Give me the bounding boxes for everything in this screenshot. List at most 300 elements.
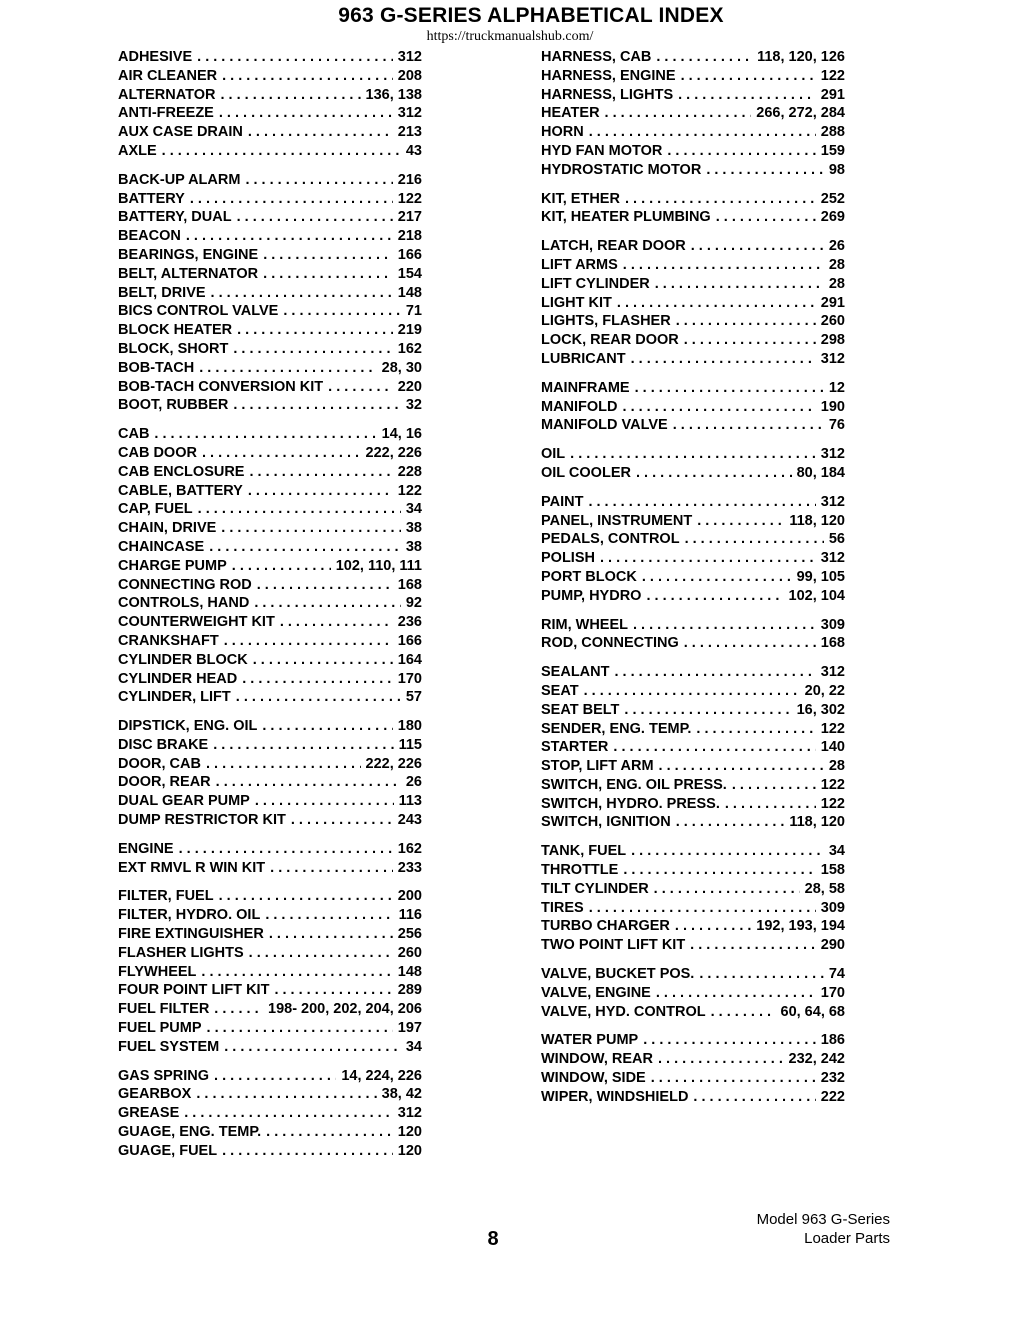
dot-leader [699, 965, 824, 984]
entry-pages: 14, 224, 226 [341, 1067, 422, 1084]
entry-pages: 28, 58 [804, 880, 845, 897]
entry-name: WATER PUMP [541, 1032, 639, 1049]
index-entry [541, 587, 845, 606]
index-entry [541, 512, 845, 531]
index-entry [541, 379, 845, 398]
index-entry [541, 917, 845, 936]
page-title: 963 G-SERIES ALPHABETICAL INDEX [338, 4, 724, 27]
entry-name: TURBO CHARGER [541, 918, 670, 935]
entry-name: AIR CLEANER [118, 67, 218, 84]
entry-name: CAB [118, 426, 150, 443]
entry-pages: 312 [820, 350, 845, 367]
index-entry [541, 720, 845, 739]
index-entry [118, 792, 422, 811]
index-entry [118, 86, 422, 105]
index-entry [118, 755, 422, 774]
entry-pages: 122 [820, 795, 845, 812]
dot-leader [658, 1050, 784, 1069]
dot-leader [584, 682, 800, 701]
entry-name: CHAIN, DRIVE [118, 520, 217, 537]
dot-leader [199, 359, 376, 378]
entry-name: PORT BLOCK [541, 568, 637, 585]
entry-pages: 116 [398, 907, 422, 924]
index-group [118, 840, 422, 878]
entry-name: LIGHTS, FLASHER [541, 313, 671, 330]
entry-name: TWO POINT LIFT KIT [541, 937, 686, 954]
index-entry [118, 576, 422, 595]
index-entry [118, 736, 422, 755]
entry-name: LIGHT KIT [541, 294, 612, 311]
index-entry [118, 859, 422, 878]
entry-pages: 76 [828, 417, 845, 434]
entry-pages: 232, 242 [788, 1051, 845, 1068]
index-group [541, 48, 845, 180]
index-group [541, 237, 845, 369]
entry-name: FOUR POINT LIFT KIT [118, 982, 270, 999]
entry-name: MANIFOLD VALVE [541, 417, 668, 434]
entry-name: BLOCK HEATER [118, 322, 233, 339]
index-entry [118, 302, 422, 321]
dot-leader [222, 1142, 393, 1161]
index-entry [118, 688, 422, 707]
dot-leader [617, 294, 816, 313]
index-entry [118, 651, 422, 670]
dot-leader [676, 813, 785, 832]
dot-leader [266, 1123, 393, 1142]
index-group [118, 48, 422, 161]
entry-name: CABLE, BATTERY [118, 482, 243, 499]
dot-leader [667, 142, 815, 161]
dot-leader [198, 500, 401, 519]
entry-pages: 60, 64, 68 [780, 1003, 845, 1020]
index-entry [541, 256, 845, 275]
entry-pages: 80, 184 [796, 464, 845, 481]
entry-pages: 222, 226 [365, 444, 422, 461]
dot-leader [219, 887, 393, 906]
dot-leader [269, 925, 393, 944]
dot-leader [633, 616, 816, 635]
index-entry [541, 813, 845, 832]
dot-leader [588, 493, 815, 512]
entry-name: HEATER [541, 105, 600, 122]
entry-pages: 158 [820, 862, 845, 879]
dot-leader [248, 123, 393, 142]
index-group [118, 717, 422, 830]
entry-pages: 26 [405, 774, 422, 791]
index-entry [541, 493, 845, 512]
entry-pages: 290 [820, 937, 845, 954]
entry-name: CAP, FUEL [118, 501, 193, 518]
entry-pages: 312 [820, 664, 845, 681]
entry-name: ROD, CONNECTING [541, 635, 679, 652]
index-entry [541, 237, 845, 256]
entry-pages: 309 [820, 899, 845, 916]
entry-pages: 243 [397, 812, 422, 829]
entry-pages: 298 [820, 332, 845, 349]
dot-leader [656, 984, 816, 1003]
index-entry [541, 331, 845, 350]
index-entry [118, 425, 422, 444]
dot-leader [265, 906, 393, 925]
dot-leader [263, 246, 393, 265]
entry-pages: 34 [405, 1038, 422, 1055]
entry-pages: 120 [397, 1142, 422, 1159]
entry-pages: 57 [405, 689, 422, 706]
dot-leader [678, 86, 816, 105]
index-entry [118, 811, 422, 830]
entry-pages: 168 [820, 635, 845, 652]
index-entry [541, 294, 845, 313]
dot-leader [283, 302, 401, 321]
dot-leader [589, 123, 816, 142]
dot-leader [328, 378, 393, 397]
entry-name: OIL COOLER [541, 464, 631, 481]
entry-name: SENDER, ENG. TEMP. [541, 720, 692, 737]
entry-pages: 102, 104 [788, 587, 845, 604]
footer-model [757, 1210, 890, 1248]
index-entry [118, 142, 422, 161]
entry-pages: 260 [820, 313, 845, 330]
dot-leader [214, 1067, 336, 1086]
footer-model-line1: Model 963 G-Series [756, 1211, 890, 1228]
index-entry [118, 906, 422, 925]
dot-leader [274, 981, 392, 1000]
index-entry [541, 682, 845, 701]
dot-leader [222, 67, 393, 86]
dot-leader [245, 171, 392, 190]
index-entry [118, 208, 422, 227]
index-entry [118, 594, 422, 613]
entry-pages: 159 [820, 142, 845, 159]
dot-leader [656, 48, 752, 67]
entry-pages: 266, 272, 284 [756, 105, 845, 122]
entry-pages: 38 [405, 520, 422, 537]
entry-pages: 164 [397, 651, 422, 668]
index-entry [118, 67, 422, 86]
index-entry [541, 464, 845, 483]
entry-pages: 28 [828, 275, 845, 292]
index-entry [118, 340, 422, 359]
index-entry [541, 208, 845, 227]
entry-name: BATTERY, DUAL [118, 209, 232, 226]
index-column-left [118, 48, 422, 1171]
dot-leader [623, 861, 815, 880]
dot-leader [624, 701, 791, 720]
entry-name: WINDOW, REAR [541, 1051, 653, 1068]
dot-leader [249, 944, 393, 963]
index-entry [118, 359, 422, 378]
entry-name: FLASHER LIGHTS [118, 944, 244, 961]
index-entry [541, 1031, 845, 1050]
index-entry [118, 670, 422, 689]
entry-name: DIPSTICK, ENG. OIL [118, 718, 258, 735]
index-group [118, 887, 422, 1056]
entry-name: CAB ENCLOSURE [118, 463, 245, 480]
entry-name: BLOCK, SHORT [118, 340, 229, 357]
index-entry [118, 396, 422, 415]
dot-leader [216, 773, 401, 792]
dot-leader [623, 256, 824, 275]
entry-pages: 213 [397, 124, 422, 141]
index-entry [541, 776, 845, 795]
index-group [118, 171, 422, 415]
dot-leader [696, 720, 815, 739]
dot-leader [589, 899, 816, 918]
dot-leader [681, 67, 816, 86]
entry-pages: 166 [397, 632, 422, 649]
entry-name: MAINFRAME [541, 379, 630, 396]
entry-name: BELT, ALTERNATOR [118, 265, 259, 282]
index-group [541, 842, 845, 955]
index-group [541, 445, 845, 483]
dot-leader [291, 811, 393, 830]
entry-pages: 200 [397, 888, 422, 905]
index-group [541, 190, 845, 228]
entry-pages: 12 [828, 379, 845, 396]
dot-leader [673, 416, 824, 435]
index-group [541, 379, 845, 435]
entry-pages: 190 [820, 398, 845, 415]
dot-leader [685, 530, 824, 549]
entry-pages: 148 [397, 963, 422, 980]
entry-pages: 291 [820, 294, 845, 311]
index-entry [118, 519, 422, 538]
index-entry [541, 568, 845, 587]
dot-leader [249, 463, 392, 482]
index-entry [541, 1069, 845, 1088]
dot-leader [600, 549, 816, 568]
entry-name: FUEL PUMP [118, 1020, 202, 1037]
dot-leader [697, 512, 784, 531]
entry-pages: 140 [820, 739, 845, 756]
entry-pages: 115 [398, 736, 422, 753]
entry-pages: 38 [405, 538, 422, 555]
entry-pages: 28 [828, 758, 845, 775]
index-entry [541, 899, 845, 918]
entry-name: MANIFOLD [541, 398, 618, 415]
index-entry [541, 965, 845, 984]
dot-leader [190, 190, 393, 209]
index-entry [541, 757, 845, 776]
dot-leader [690, 936, 816, 955]
footer-model-line2: Loader Parts [804, 1230, 890, 1247]
entry-pages: 118, 120, 126 [757, 49, 845, 65]
index-entry [118, 1038, 422, 1057]
entry-name: PAINT [541, 493, 584, 510]
dot-leader [248, 482, 393, 501]
dot-leader [242, 670, 393, 689]
entry-pages: 256 [397, 926, 422, 943]
entry-pages: 118, 120 [789, 814, 845, 831]
entry-name: BEACON [118, 228, 181, 245]
entry-name: PANEL, INSTRUMENT [541, 512, 693, 529]
index-entry [118, 717, 422, 736]
index-entry [541, 1050, 845, 1069]
index-entry [118, 1019, 422, 1038]
entry-pages: 222, 226 [365, 755, 422, 772]
index-entry [541, 142, 845, 161]
entry-name: THROTTLE [541, 862, 619, 879]
index-entry [118, 1123, 422, 1142]
entry-name: CYLINDER HEAD [118, 670, 238, 687]
dot-leader [614, 663, 815, 682]
entry-pages: 92 [405, 595, 422, 612]
entry-name: ENGINE [118, 840, 174, 857]
entry-name: FIRE EXTINGUISHER [118, 926, 264, 943]
index-entry [541, 936, 845, 955]
entry-name: CHARGE PUMP [118, 557, 227, 574]
entry-name: AUX CASE DRAIN [118, 124, 243, 141]
entry-name: VALVE, ENGINE [541, 984, 651, 1001]
entry-pages: 71 [405, 303, 422, 320]
entry-name: TANK, FUEL [541, 843, 627, 860]
entry-name: HYDROSTATIC MOTOR [541, 161, 702, 178]
entry-name: BOOT, RUBBER [118, 397, 229, 414]
entry-pages: 312 [820, 446, 845, 463]
entry-name: BATTERY [118, 190, 185, 207]
entry-pages: 148 [397, 284, 422, 301]
dot-leader [220, 86, 360, 105]
dot-leader [613, 738, 815, 757]
entry-pages: 233 [397, 859, 422, 876]
dot-leader [642, 568, 792, 587]
index-group [541, 493, 845, 606]
index-entry [118, 840, 422, 859]
entry-pages: 122 [820, 67, 845, 84]
entry-pages: 312 [820, 493, 845, 510]
index-entry [541, 161, 845, 180]
entry-pages: 43 [405, 142, 422, 159]
entry-pages: 28 [828, 256, 845, 273]
index-group [541, 1031, 845, 1106]
entry-name: LIFT CYLINDER [541, 275, 650, 292]
index-entry [118, 284, 422, 303]
index-entry [541, 549, 845, 568]
index-entry [118, 773, 422, 792]
index-entry [118, 500, 422, 519]
entry-name: DOOR, REAR [118, 774, 211, 791]
dot-leader [635, 379, 824, 398]
entry-pages: 16, 302 [796, 701, 845, 718]
index-entry [541, 190, 845, 209]
dot-leader [676, 312, 816, 331]
dot-leader [655, 275, 824, 294]
dot-leader [636, 464, 792, 483]
dot-leader [224, 1038, 401, 1057]
entry-name: TILT CYLINDER [541, 880, 649, 897]
entry-pages: 222 [820, 1088, 845, 1105]
entry-pages: 14, 16 [381, 426, 422, 443]
dot-leader [625, 190, 816, 209]
entry-pages: 38, 42 [381, 1086, 422, 1103]
index-entry [541, 1003, 845, 1022]
dot-leader [211, 284, 393, 303]
index-entry [118, 48, 422, 67]
dot-leader [232, 557, 331, 576]
entry-name: VALVE, BUCKET POS. [541, 966, 695, 983]
entry-name: WINDOW, SIDE [541, 1070, 646, 1087]
index-group [118, 425, 422, 707]
index-entry [118, 925, 422, 944]
entry-name: PUMP, HYDRO [541, 587, 642, 604]
entry-pages: 28, 30 [381, 359, 422, 376]
entry-name: DUAL GEAR PUMP [118, 793, 250, 810]
index-entry [541, 634, 845, 653]
entry-name: DISC BRAKE [118, 736, 209, 753]
entry-name: SWITCH, HYDRO. PRESS. [541, 795, 720, 812]
index-entry [118, 190, 422, 209]
index-entry [541, 416, 845, 435]
entry-name: HYD FAN MOTOR [541, 142, 663, 159]
dot-leader [253, 651, 393, 670]
entry-pages: 122 [397, 482, 422, 499]
index-entry [541, 795, 845, 814]
dot-leader [237, 321, 393, 340]
index-entry [541, 350, 845, 369]
dot-leader [732, 776, 816, 795]
entry-pages: 232 [820, 1070, 845, 1087]
dot-leader [184, 1104, 393, 1123]
entry-pages: 312 [397, 49, 422, 65]
entry-name: ALTERNATOR [118, 86, 216, 103]
index-entry [118, 1104, 422, 1123]
entry-pages: 34 [405, 501, 422, 518]
dot-leader [236, 688, 401, 707]
entry-name: DUMP RESTRICTOR KIT [118, 812, 286, 829]
index-entry [118, 482, 422, 501]
entry-name: FILTER, FUEL [118, 888, 214, 905]
dot-leader [693, 1088, 815, 1107]
index-entry [541, 48, 845, 67]
entry-name: PEDALS, CONTROL [541, 531, 680, 548]
entry-name: STOP, LIFT ARM [541, 758, 654, 775]
dot-leader [675, 917, 751, 936]
dot-leader [206, 755, 361, 774]
index-entry [541, 86, 845, 105]
entry-pages: 216 [397, 171, 422, 188]
source-url[interactable]: https://truckmanualshub.com/ [426, 29, 594, 44]
entry-name: GAS SPRING [118, 1067, 210, 1084]
entry-name: RIM, WHEEL [541, 616, 628, 633]
index-entry [541, 104, 845, 123]
entry-pages: 122 [820, 720, 845, 737]
entry-name: AXLE [118, 142, 157, 159]
dot-leader [255, 792, 394, 811]
dot-leader [605, 104, 752, 123]
index-entry [541, 123, 845, 142]
dot-leader [179, 840, 393, 859]
entry-pages: 312 [397, 105, 422, 122]
index-entry [118, 981, 422, 1000]
dot-leader [716, 208, 816, 227]
dot-leader [646, 587, 783, 606]
index-entry [118, 1085, 422, 1104]
entry-name: CYLINDER BLOCK [118, 651, 248, 668]
entry-pages: 56 [828, 531, 845, 548]
entry-pages: 208 [397, 67, 422, 84]
dot-leader [684, 331, 816, 350]
entry-pages: 20, 22 [804, 682, 845, 699]
dot-leader [186, 227, 393, 246]
entry-name: DOOR, CAB [118, 755, 201, 772]
entry-name: BOB-TACH [118, 359, 195, 376]
entry-pages: 102, 110, 111 [335, 557, 422, 574]
dot-leader [214, 1000, 263, 1019]
entry-name: ANTI-FREEZE [118, 105, 214, 122]
entry-pages: 162 [397, 340, 422, 357]
index-entry [541, 445, 845, 464]
entry-pages: 26 [828, 238, 845, 255]
